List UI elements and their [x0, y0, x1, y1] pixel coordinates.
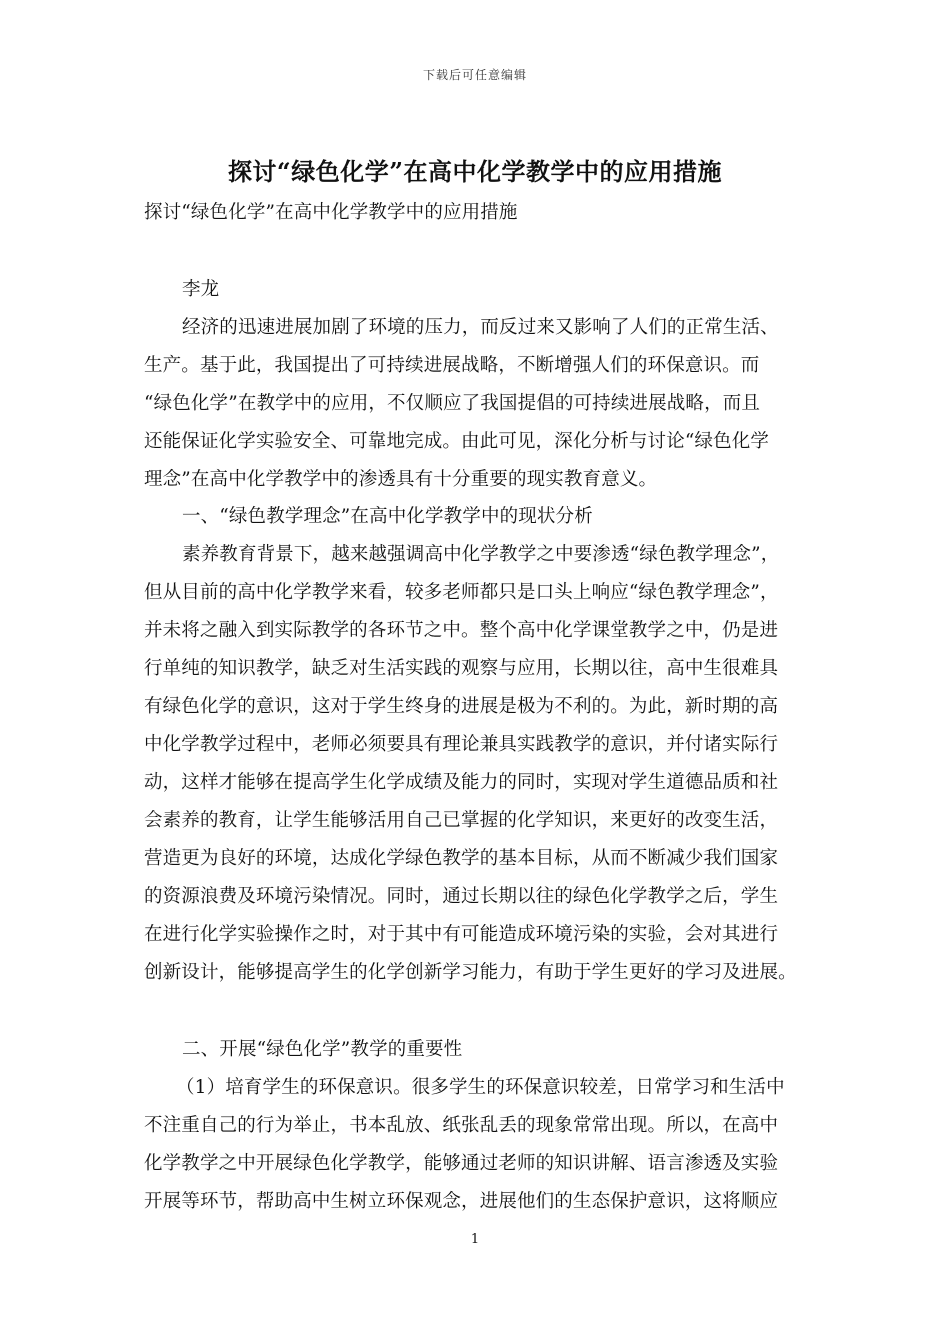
paragraph-line: “绿色化学”在教学中的应用，不仅顺应了我国提倡的可持续进展战略，而且: [144, 393, 761, 414]
paragraph-line: 开展等环节，帮助高中生树立环保观念，进展他们的生态保护意识，这将顺应: [144, 1191, 779, 1212]
paragraph-line: 动，这样才能够在提高学生化学成绩及能力的同时，实现对学生道德品质和社: [144, 772, 779, 793]
author-name: 李龙: [182, 279, 220, 300]
paragraph-line: 并未将之融入到实际教学的各环节之中。整个高中化学课堂教学之中，仍是进: [144, 620, 779, 641]
document-title: 探讨“绿色化学”在高中化学教学中的应用措施: [227, 157, 723, 186]
paragraph-line: 素养教育背景下，越来越强调高中化学教学之中要渗透“绿色教学理念”，: [182, 544, 780, 565]
paragraph-line: 在进行化学实验操作之时，对于其中有可能造成环境污染的实验，会对其进行: [144, 924, 779, 945]
paragraph-line: 营造更为良好的环境，达成化学绿色教学的基本目标，从而不断减少我们国家: [144, 848, 779, 869]
paragraph-line: （1）培育学生的环保意识。很多学生的环保意识较差，日常学习和生活中: [176, 1077, 785, 1098]
document-subtitle: 探讨“绿色化学”在高中化学教学中的应用措施: [144, 202, 518, 223]
paragraph-line: 有绿色化学的意识，这对于学生终身的进展是极为不利的。为此，新时期的高: [144, 696, 779, 717]
section-heading-2: 二、开展“绿色化学”教学的重要性: [182, 1039, 463, 1060]
section-heading-1: 一、“绿色教学理念”在高中化学教学中的现状分析: [182, 506, 593, 527]
paragraph-line: 的资源浪费及环境污染情况。同时，通过长期以往的绿色化学教学之后，学生: [144, 886, 779, 907]
paragraph-line: 化学教学之中开展绿色化学教学，能够通过老师的知识讲解、语言渗透及实验: [144, 1153, 779, 1174]
paragraph-line: 但从目前的高中化学教学来看，较多老师都只是口头上响应“绿色教学理念”，: [144, 582, 779, 603]
paragraph-line: 经济的迅速进展加剧了环境的压力，而反过来又影响了人们的正常生活、: [182, 317, 779, 338]
paragraph-line: 还能保证化学实验安全、可靠地完成。由此可见，深化分析与讨论“绿色化学: [144, 431, 770, 452]
paragraph-line: 生产。基于此，我国提出了可持续进展战略，不断增强人们的环保意识。而: [144, 355, 760, 376]
paragraph-line: 创新设计，能够提高学生的化学创新学习能力，有助于学生更好的学习及进展。: [144, 962, 797, 983]
paragraph-line: 理念”在高中化学教学中的渗透具有十分重要的现实教育意义。: [144, 469, 658, 490]
paragraph-line: 会素养的教育，让学生能够活用自己已掌握的化学知识，来更好的改变生活，: [144, 810, 779, 831]
paragraph-line: 不注重自己的行为举止，书本乱放、纸张乱丢的现象常常出现。所以，在高中: [144, 1115, 779, 1136]
paragraph-line: 中化学教学过程中，老师必须要具有理论兼具实践教学的意识，并付诸实际行: [144, 734, 779, 755]
page-header-note: 下载后可任意编辑: [422, 68, 527, 82]
page-number: 1: [470, 1232, 480, 1247]
paragraph-line: 行单纯的知识教学，缺乏对生活实践的观察与应用，长期以往，高中生很难具: [144, 658, 779, 679]
